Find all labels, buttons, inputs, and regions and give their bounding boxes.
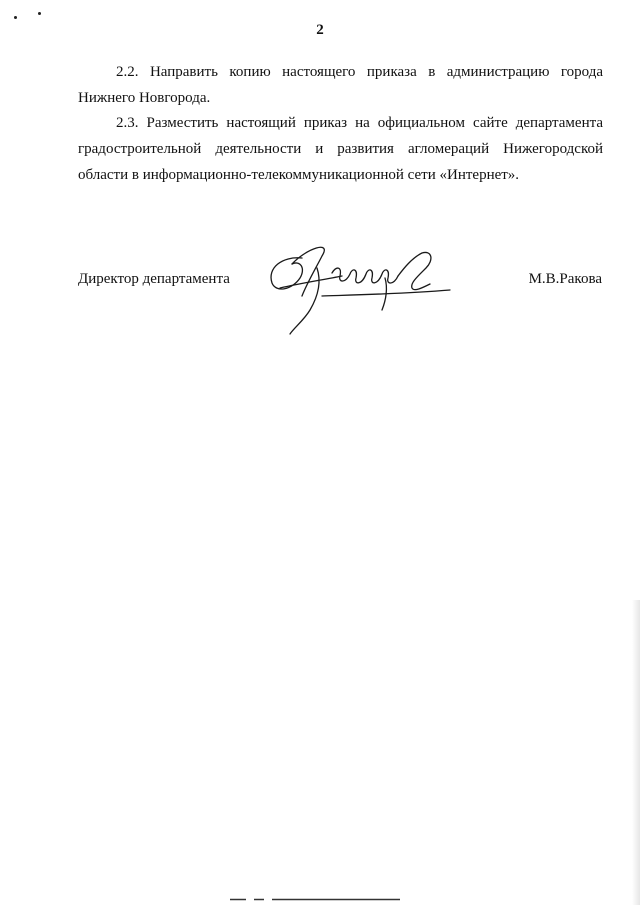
scan-bottom-marks <box>230 898 410 901</box>
scan-speck <box>14 16 17 19</box>
page-number: 2 <box>316 22 324 38</box>
signatory-name: М.В.Ракова <box>528 271 602 287</box>
handwritten-signature <box>262 238 462 338</box>
paragraph-2-3: 2.3. Разместить настоящий приказ на официальном сайте департамента градостроительной деятельности и развития агломераций Нижегородской области в информационно-телекоммуникационной сети «Интернет». <box>78 115 603 183</box>
paragraph-2-2: 2.2. Направить копию настоящего приказа в администрацию города Нижнего Новгорода. <box>78 64 603 106</box>
scan-edge-shadow <box>632 600 640 905</box>
signatory-title: Директор департамента <box>78 271 230 287</box>
scan-speck <box>38 12 41 15</box>
